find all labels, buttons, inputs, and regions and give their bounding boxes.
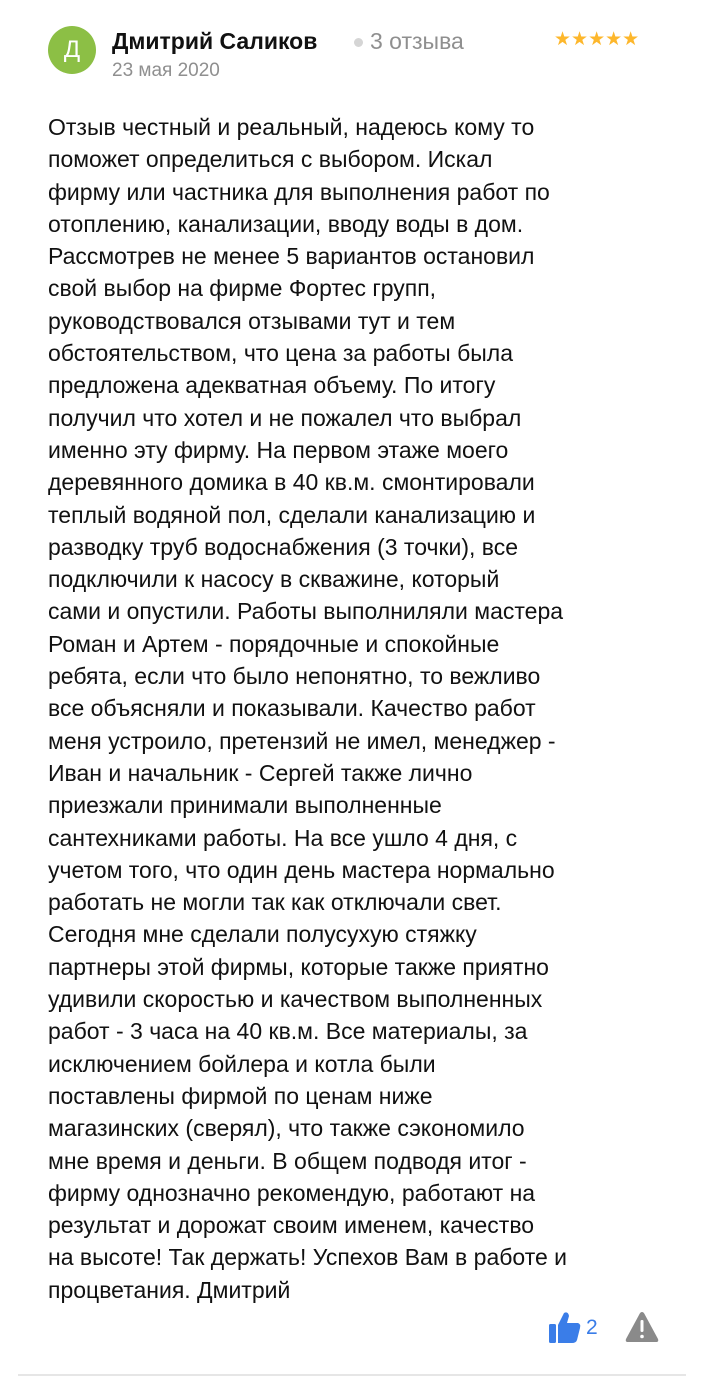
review-text-line: все объясняли и показывали. Качество работ — [48, 695, 536, 722]
review-text-line: меня устроило, претензий не имел, менеджер - — [48, 727, 556, 754]
review-text-line: фирму однозначно рекомендую, работают на — [48, 1179, 536, 1206]
review-actions — [548, 1308, 668, 1348]
reviews-count: 3 отзыва — [370, 28, 464, 54]
review-text-line: теплый водяной пол, сделали канализацию и — [48, 501, 536, 528]
rating-stars: ★★★★★ — [554, 29, 640, 50]
review-text-line: деревянного домика в 40 кв.м. смонтировали — [48, 469, 535, 496]
review-text-line: Роман и Артем - порядочные и спокойные — [48, 630, 500, 657]
review-text-line: Сегодня мне сделали полусухую стяжку — [48, 921, 477, 948]
review-text-line: партнеры этой фирмы, которые также приятно — [48, 953, 549, 980]
review-text-line: работать не могли так как отключали свет. — [48, 889, 502, 916]
review-text-line: удивили скоростью и качеством выполненных — [48, 986, 543, 1013]
review-header — [48, 26, 668, 86]
review-text-line: отоплению, канализации, вводу воды в дом. — [48, 210, 524, 237]
review-text-line: фирму или частника для выполнения работ по — [48, 178, 550, 205]
avatar[interactable]: Д — [48, 26, 96, 74]
review-text-line: работ - 3 часа на 40 кв.м. Все материалы, за — [48, 1018, 528, 1045]
author-name[interactable]: Дмитрий Саликов — [112, 28, 318, 54]
review-text-line: исключением бойлера и котла были — [48, 1050, 436, 1077]
review-text-line: получил что хотел и не пожалел что выбрал — [48, 404, 522, 431]
review-text-line: мне время и деньги. В общем подводя итог - — [48, 1147, 527, 1174]
review-text-line: свой выбор на фирме Фортес групп, — [48, 275, 437, 302]
review-text-line: подключили к насосу в скважине, который — [48, 566, 500, 593]
review-text-line: именно эту фирму. На первом этаже моего — [48, 436, 509, 463]
review-text-line: предложена адекватная объему. По итогу — [48, 372, 496, 399]
likes-count: 2 — [586, 1316, 598, 1339]
review-text-line: поможет определиться с выбором. Искал — [48, 146, 493, 173]
review-text-line: разводку труб водоснабжения (3 точки), все — [48, 533, 519, 560]
review-text-line: руководствовался отзывами тут и тем — [48, 307, 456, 334]
review-text-line: процветания. Дмитрий — [48, 1276, 291, 1303]
review-text-line: Рассмотрев не менее 5 вариантов остановил — [48, 243, 535, 270]
review-text-line: учетом того, что один день мастера нормально — [48, 856, 555, 883]
review-text-line: поставлены фирмой по ценам ниже — [48, 1082, 433, 1109]
warning-icon[interactable] — [624, 1310, 660, 1344]
review-text-line: приезжали принимали выполненные — [48, 792, 442, 819]
thumbs-up-icon[interactable] — [548, 1310, 582, 1344]
divider — [18, 1374, 686, 1376]
review-date: 23 мая 2020 — [112, 60, 220, 81]
review-text-line: на высоте! Так держать! Успехов Вам в работе и — [48, 1244, 568, 1271]
review-text-line: Иван и начальник - Сергей также лично — [48, 759, 473, 786]
review-text-line: сами и опустили. Работы выполниляли мастера — [48, 598, 564, 625]
review-text — [48, 111, 658, 1306]
review-text-line: магазинских (сверял), что также сэкономило — [48, 1115, 525, 1142]
review-text-line: результат и дорожат своим именем, качество — [48, 1212, 535, 1239]
review-text-line: ребята, если что было непонятно, то вежливо — [48, 663, 541, 690]
separator-dot — [354, 38, 363, 47]
review-text-line: обстоятельством, что цена за работы была — [48, 340, 513, 367]
review-text-line: Отзыв честный и реальный, надеюсь кому то — [48, 114, 535, 140]
review-text-line: сантехниками работы. На все ушло 4 дня, с — [48, 824, 518, 851]
